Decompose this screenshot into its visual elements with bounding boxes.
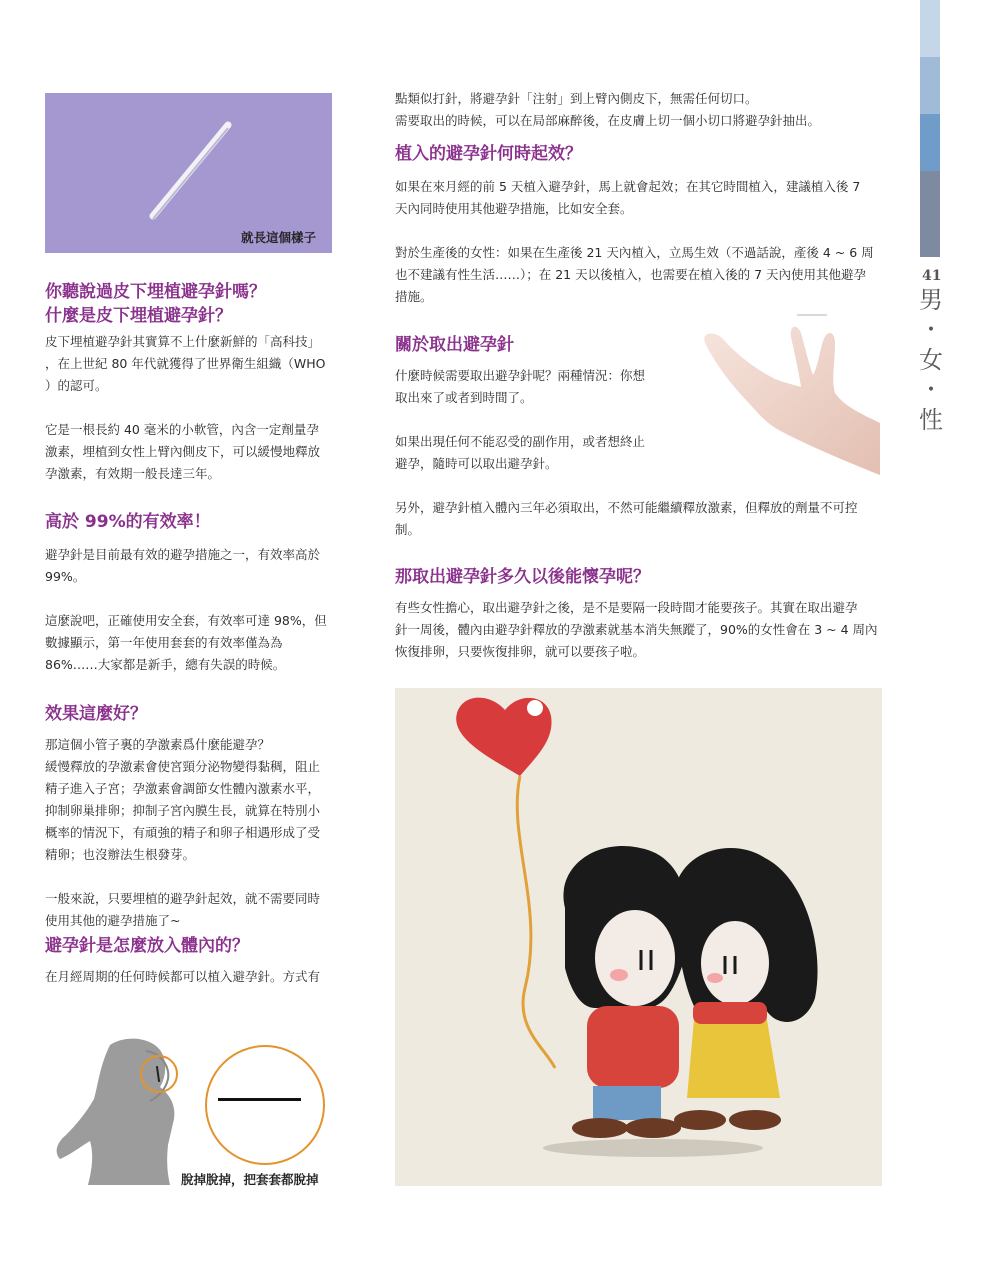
paragraph-line: 在月經周期的任何時候都可以植入避孕針。方式有 [45,969,321,984]
paragraph-line: 避孕，隨時可以取出避孕針。 [395,456,558,471]
paragraph-line: ，在上世紀 80 年代就獲得了世界衛生組織（WHO [45,356,326,371]
magnified-circle [205,1045,325,1165]
heading-onset: 植入的避孕針何時起效？ [395,144,582,164]
heading-how-works: 效果這麼好？ [45,704,147,724]
paragraph-line: 取出來了或者到時間了。 [395,390,533,405]
section-onset [395,142,885,308]
heading-what-is: 什麼是皮下埋植避孕針？ [45,306,232,326]
implant-mark-magnified [218,1098,301,1101]
paragraph-line: 精子進入子宮；孕激素會調節女性體內激素水平， [45,781,321,796]
paragraph-line: 一般來說，只要埋植的避孕針起效，就不需要同時 [45,891,321,906]
side-tab-block-2 [920,57,940,114]
paragraph-line: 什麼時候需要取出避孕針呢？兩種情況：你想 [395,368,646,383]
paragraph-line: 有些女性擔心，取出避孕針之後，是不是要隔一段時間才能要孩子。其實在取出避孕 [395,600,858,615]
side-tab-block-4 [920,171,940,257]
paragraph-line: 對於生產後的女性：如果在生產後 21 天內植入，立馬生效（不過話說，產後 4 ~ 6 周 [395,245,874,260]
paragraph-line: 使用其他的避孕措施了~ [45,913,181,928]
heading-insertion: 避孕針是怎麼放入體內的？ [45,936,249,956]
paragraph-line: 恢復排卵，只要恢復排卵，就可以要孩子啦。 [395,644,646,659]
paragraph-line: 緩慢釋放的孕激素會使宮頸分泌物變得黏稠，阻止 [45,759,321,774]
bottom-caption: 脫掉脫掉，把套套都脫掉 [181,1172,319,1187]
paragraph-line: 制。 [395,522,421,537]
paragraph-line: 如果出現任何不能忍受的副作用，或者想終止 [395,434,646,449]
paragraph-line: 避孕針是目前最有效的避孕措施之一，有效率高於 [45,547,321,562]
paragraph-line: 措施。 [395,289,433,304]
side-tab-block-3 [920,114,940,171]
heading-fertility: 那取出避孕針多久以後能懷孕呢？ [395,567,650,587]
paragraph-line: 針一周後，體內由避孕針釋放的孕激素就基本消失無蹤了，90%的女性會在 3 ~ 4 周內 [395,622,878,637]
paragraph-line: 孕激素，有效期一般長達三年。 [45,466,221,481]
separator-dot: • [926,382,936,398]
paragraph-line: 概率的情況下，有頑強的精子和卵子相遇形成了受 [45,825,321,840]
section-how-works [45,702,335,932]
paragraph-line: 另外，避孕針植入體內三年必須取出，不然可能繼續釋放激素，但釋放的劑量不可控 [395,500,858,515]
woman-silhouette-illustration [50,1035,190,1185]
paragraph-line: 86%……大家都是新手，總有失誤的時候。 [45,657,286,672]
paragraph-line: 精卵；也沒辦法生根發芽。 [45,847,196,862]
paragraph-line: 99%。 [45,569,86,584]
page-number: 41 [922,268,942,284]
section-insertion [45,934,335,988]
paragraph-line: 也不建議有性生活……）；在 21 天以後植入，也需要在植入後的 7 天內使用其他避孕 [395,267,867,282]
couple-balloon-illustration [395,688,882,1186]
section-char-2: 女 [919,346,943,374]
paragraph-line: 皮下埋植避孕針其實算不上什麼新鮮的「高科技」 [45,334,321,349]
heading-heard-of: 你聽說過皮下埋植避孕針嗎？ [45,282,266,302]
side-tab-block-1 [920,0,940,57]
heading-removal: 關於取出避孕針 [395,335,514,355]
paragraph-line: 數據顯示，第一年使用套套的有效率僅為為 [45,635,283,650]
paragraph-line: ）的認可。 [45,378,108,393]
paragraph-line: 天內同時使用其他避孕措施，比如安全套。 [395,201,633,216]
paragraph-line: 它是一根長約 40 毫米的小軟管，內含一定劑量孕 [45,422,319,437]
section-title-vertical [918,288,944,432]
section-what-is [45,280,335,485]
paragraph-line: 抑制卵巢排卵；抑制子宮內膜生長，就算在特別小 [45,803,321,818]
separator-dot: • [926,322,936,338]
heading-efficacy: 高於 99%的有效率！ [45,512,211,532]
photo-caption: 就長這個樣子 [241,230,317,245]
paragraph-line: 點類似打針，將避孕針「注射」到上臂內側皮下，無需任何切口。 [395,91,758,106]
section-char-1: 男 [919,286,943,314]
paragraph-line: 那這個小管子裏的孕激素爲什麼能避孕？ [45,737,271,752]
implant-photo [45,93,332,253]
paragraph-line: 如果在來月經的前 5 天植入避孕針，馬上就會起效；在其它時間植入，建議植入後 7 [395,179,861,194]
paragraph-line: 激素，埋植到女性上臂內側皮下，可以緩慢地釋放 [45,444,321,459]
hand-holding-implant-photo [685,303,880,478]
paragraph-line: 這麼說吧，正確使用安全套，有效率可達 98%，但 [45,613,327,628]
section-intro-continued [395,88,885,132]
section-efficacy [45,510,335,676]
paragraph-line: 需要取出的時候，可以在局部麻醉後，在皮膚上切一個小切口將避孕針抽出。 [395,113,821,128]
section-char-3: 性 [919,406,943,434]
section-fertility [395,565,885,663]
